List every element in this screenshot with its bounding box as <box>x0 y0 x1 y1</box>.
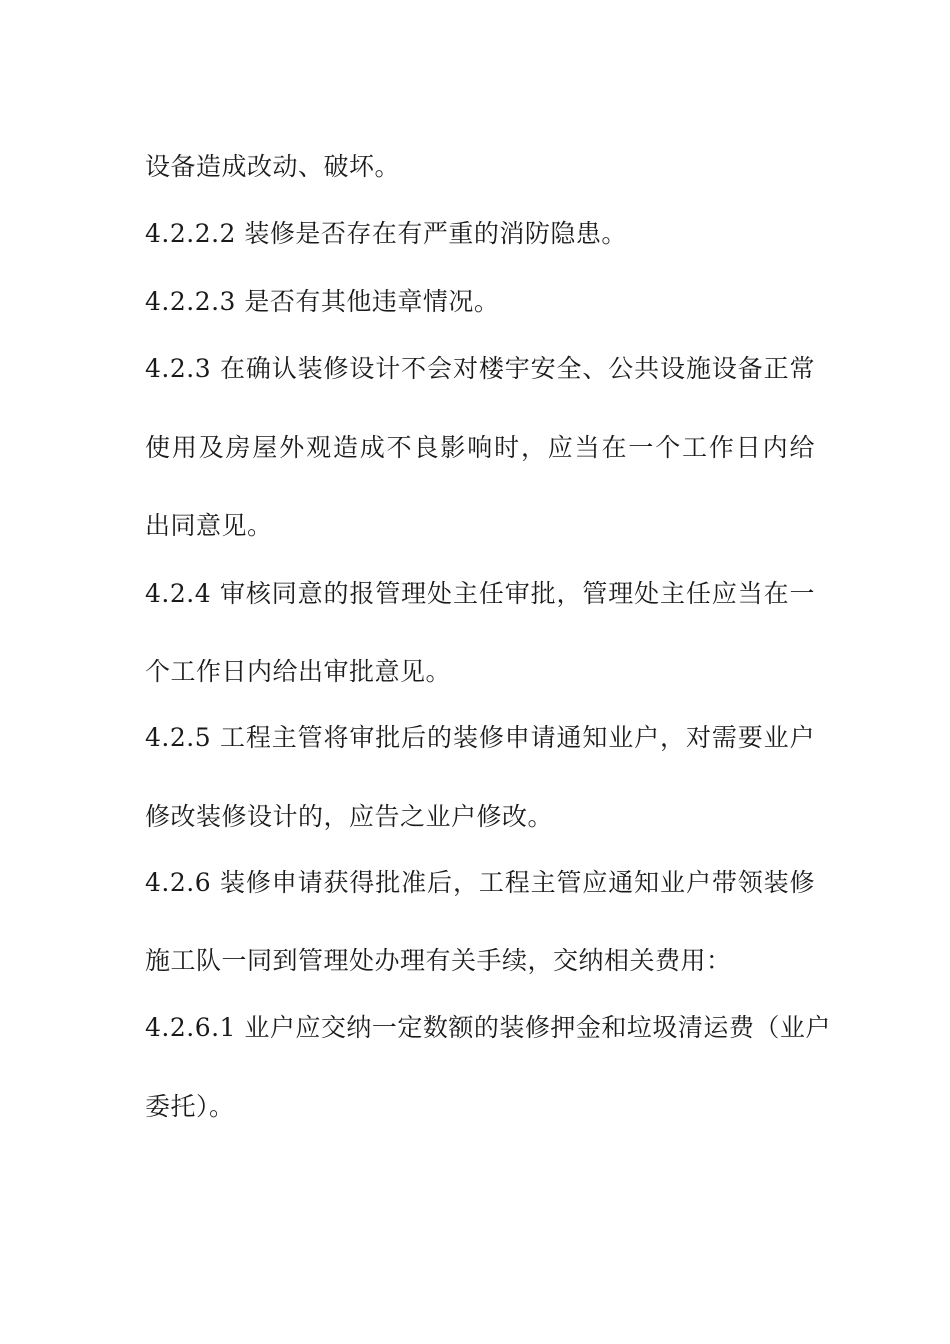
text-line: 个工作日内给出审批意见。 <box>145 657 452 686</box>
text-line: 施工队一同到管理处办理有关手续，交纳相关费用： <box>145 946 732 975</box>
text-line: 委托）。 <box>145 1092 235 1121</box>
text-line: 4.2.6 装修申请获得批准后，工程主管应通知业户带领装修 <box>145 868 815 897</box>
text-line: 出同意见。 <box>145 511 273 540</box>
text-line: 4.2.2.2 装修是否存在有严重的消防隐患。 <box>145 219 627 248</box>
text-line: 设备造成改动、破坏。 <box>145 152 401 181</box>
text-line: 4.2.3 在确认装修设计不会对楼宇安全、公共设施设备正常 <box>145 354 815 383</box>
text-line: 4.2.5 工程主管将审批后的装修申请通知业户，对需要业户 <box>145 723 815 752</box>
text-line: 4.2.2.3 是否有其他违章情况。 <box>145 287 500 316</box>
text-line: 4.2.6.1 业户应交纳一定数额的装修押金和垃圾清运费（业户 <box>145 1013 831 1042</box>
text-line: 修改装修设计的，应告之业户修改。 <box>145 802 554 831</box>
text-line: 4.2.4 审核同意的报管理处主任审批，管理处主任应当在一 <box>145 579 815 608</box>
text-line: 使用及房屋外观造成不良影响时，应当在一个工作日内给 <box>145 433 815 462</box>
